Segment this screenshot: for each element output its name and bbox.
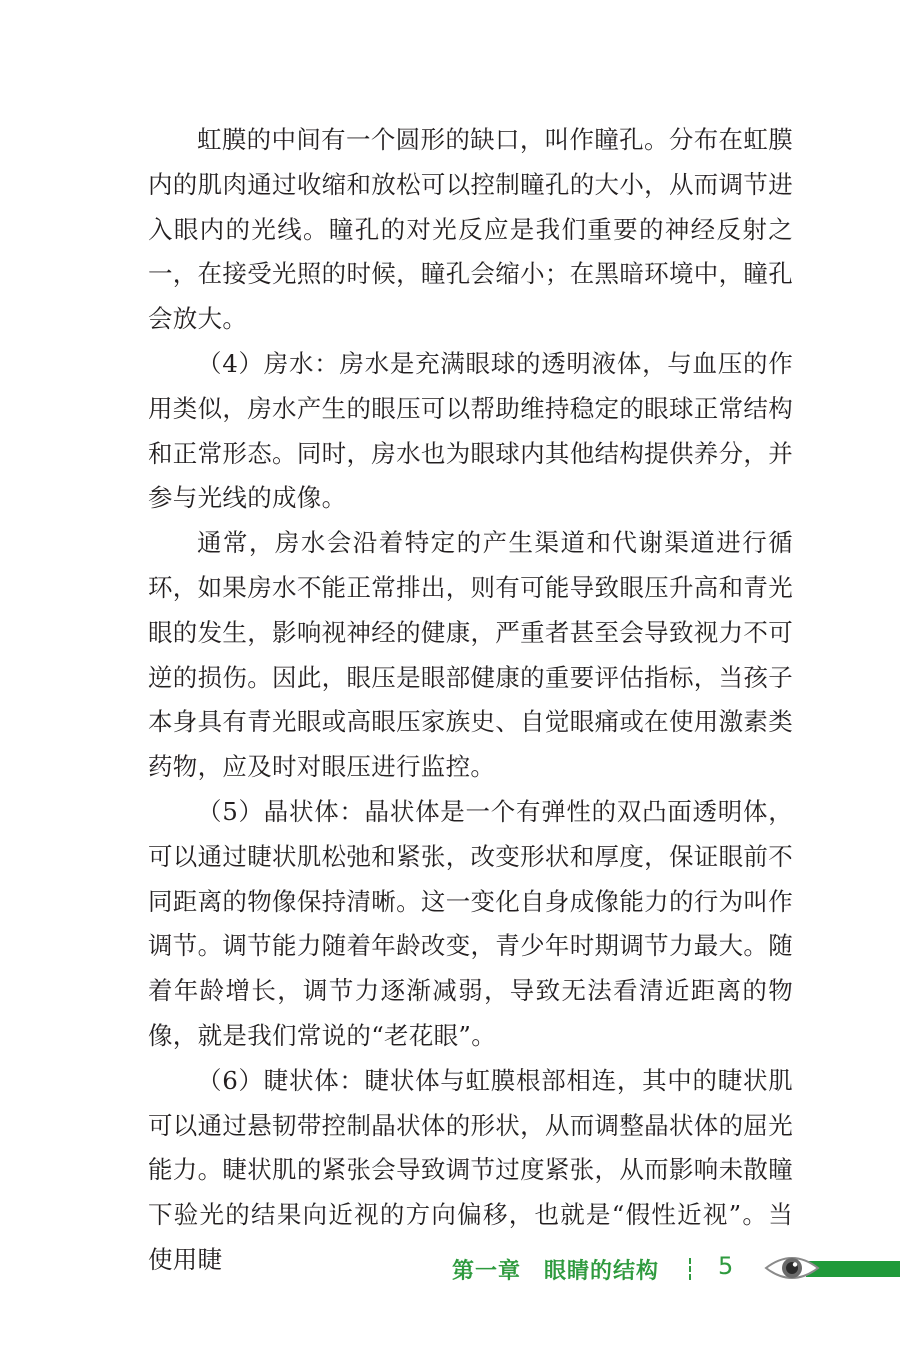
chapter-title: 第一章 眼睛的结构 xyxy=(452,1259,660,1284)
paragraph-aqueous-humor: （4）房水：房水是充满眼球的透明液体，与血压的作用类似，房水产生的眼压可以帮助维持稳定的眼球正常结构和正常形态。同时，房水也为眼球内其他结构提供养分，并参与光线的成像。 xyxy=(148,348,793,513)
paragraph-pupil: 虹膜的中间有一个圆形的缺口，叫作瞳孔。分布在虹膜内的肌肉通过收缩和放松可以控制瞳孔的大小，从而调节进入眼内的光线。瞳孔的对光反应是我们重要的神经反射之一，在接受光照的时候，瞳孔会缩小；在黑暗环境中，瞳孔会放大。 xyxy=(148,125,793,334)
paragraph-ciliary-body: （6）睫状体：睫状体与虹膜根部相连，其中的睫状肌可以通过悬韧带控制晶状体的形状，从而调整晶状体的屈光能力。睫状肌的紧张会导致调节过度紧张，从而影响未散瞳下验光的结果向近视的方向偏移，也就是“假性近视”。当使用睫 xyxy=(148,1065,793,1274)
page-number: 5 xyxy=(718,1252,734,1280)
footer-green-bar xyxy=(806,1261,900,1277)
paragraph-intraocular-pressure: 通常，房水会沿着特定的产生渠道和代谢渠道进行循环，如果房水不能正常排出，则有可能导致眼压升高和青光眼的发生，影响视神经的健康，严重者甚至会导致视力不可逆的损伤。因此，眼压是眼部健康的重要评估指标，当孩子本身具有青光眼或高眼压家族史、自觉眼痛或在使用激素类药物，应及时对眼压进行监控。 xyxy=(148,528,793,782)
eye-icon xyxy=(764,1252,820,1284)
paragraph-lens: （5）晶状体：晶状体是一个有弹性的双凸面透明体，可以通过睫状肌松弛和紧张，改变形状和厚度，保证眼前不同距离的物像保持清晰。这一变化自身成像能力的行为叫作调节。调节能力随着年龄改变，青少年时期调节力最大。随着年龄增长，调节力逐渐减弱，导致无法看清近距离的物像，就是我们常说的“老花眼”。 xyxy=(148,796,793,1050)
page-footer xyxy=(0,1246,900,1292)
footer-divider xyxy=(689,1258,691,1280)
body-text xyxy=(148,118,793,1283)
